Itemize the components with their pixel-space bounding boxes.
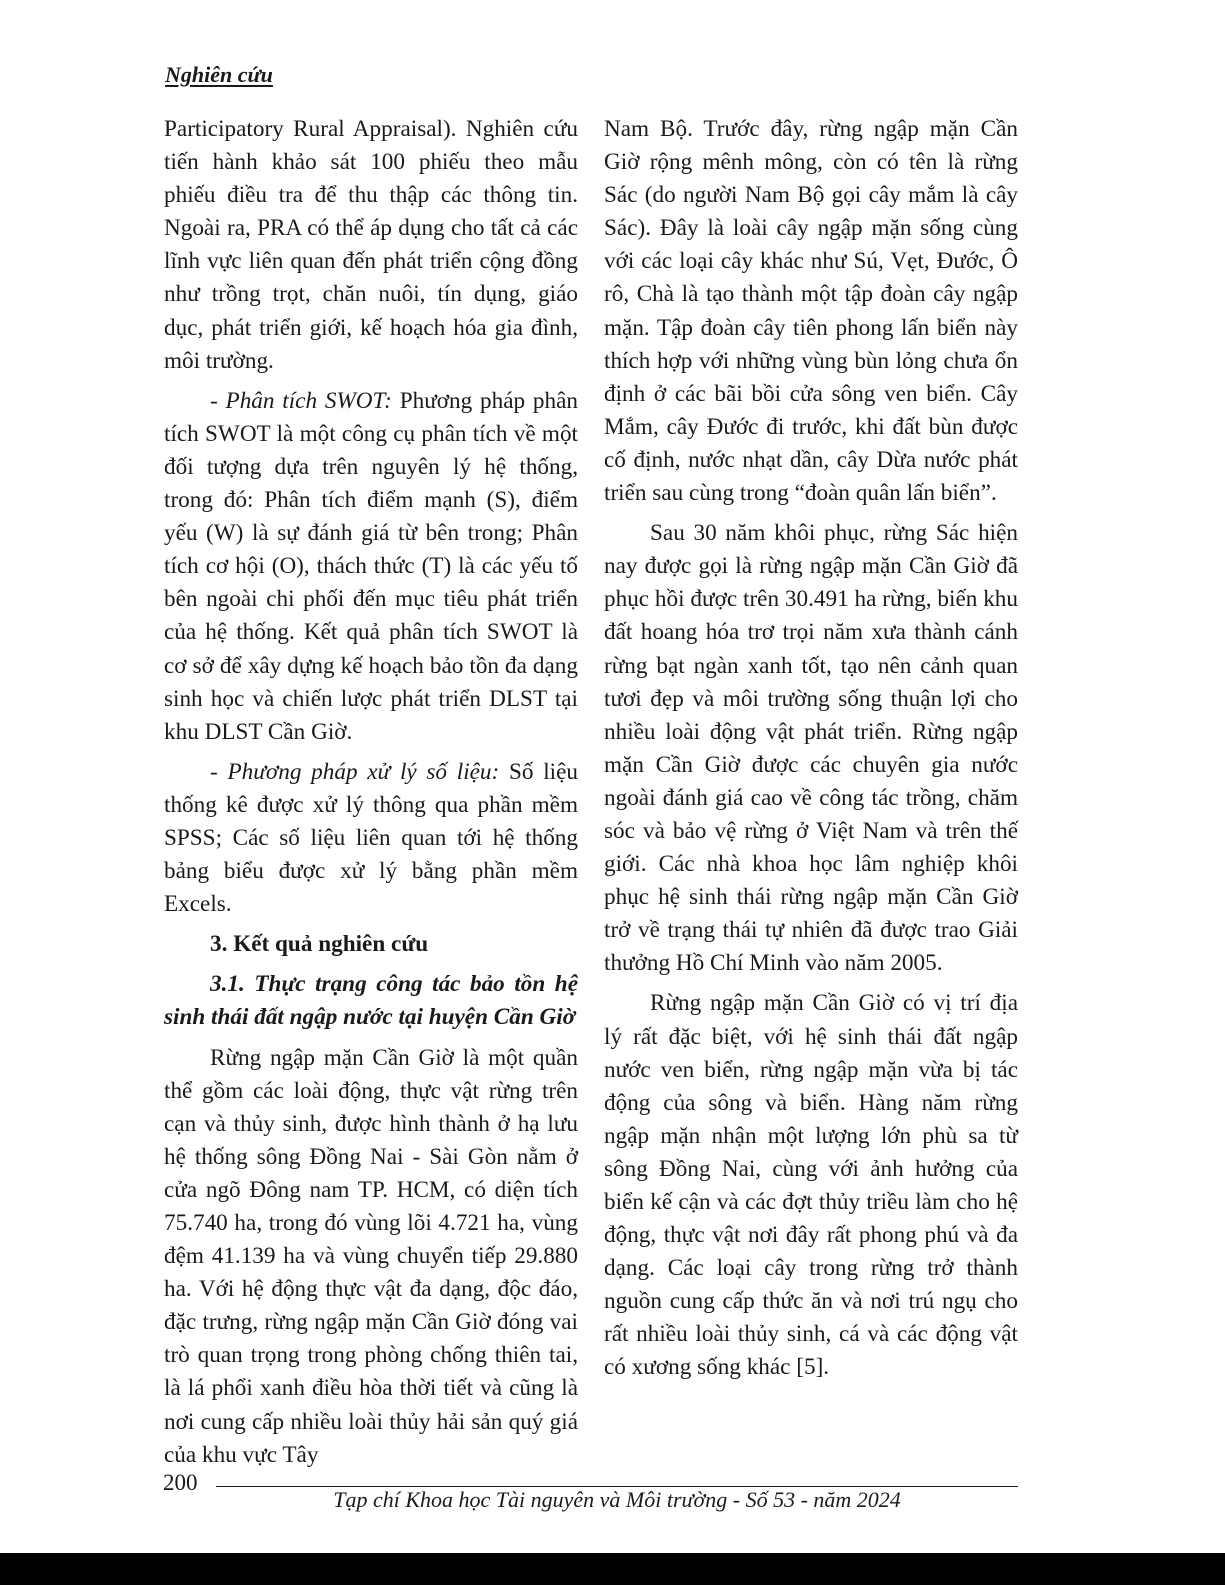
paragraph-rung-sac: Nam Bộ. Trước đây, rừng ngập mặn Cần Giờ rộng mênh mông, còn có tên là rừng Sác (do người Nam Bộ gọi cây mắm là cây Sác). Đây là loài cây ngập mặn sống cùng với các loại cây khác như Sú, Vẹt, Đước, Ô rô, Chà là tạo thành một tập đoàn cây ngập mặn. Tập đoàn cây tiên phong lấn biển này thích hợp với những vùng bùn lỏng chưa ổn định ở các bãi bồi cửa sông ven biển. Cây Mắm, cây Đước đi trước, khi đất bùn được cố định, nước nhạt dần, cây Dừa nước phát triển sau cùng trong “đoàn quân lấn biển”. (604, 116, 1018, 507)
data-processing-body: Số liệu thống kê được xử lý thông qua phần mềm SPSS; Các số liệu liên quan tới hệ thống bảng biểu được xử lý bằng phần mềm Excels. (164, 758, 578, 918)
swot-body: Phương pháp phân tích SWOT là một công cụ phân tích về một đối tượng dựa trên nguyên lý hệ thống, trong đó: Phân tích điểm mạnh (S), điểm yếu (W) là sự đánh giá từ bên trong; Phân tích cơ hội (O), thách thức (T) là các yếu tố bên ngoài chi phối đến mục tiêu phát triển của hệ thống. Kết quả phân tích SWOT là cơ sở để xây dựng kế hoạch bảo tồn đa dạng sinh học và chiến lược phát triển DLST tại khu DLST Cần Giờ. (164, 387, 578, 745)
paragraph-restoration: Sau 30 năm khôi phục, rừng Sác hiện nay được gọi là rừng ngập mặn Cần Giờ đã phục hồi được trên 30.491 ha rừng, biến khu đất hoang hóa trơ trọi năm xưa thành cánh rừng bạt ngàn xanh tốt, tạo nên cảnh quan tươi đẹp và môi trường sống thuận lợi cho nhiều loài động vật phát triển. Rừng ngập mặn Cần Giờ được các chuyên gia nước ngoài đánh giá cao về công tác trồng, chăm sóc và bảo vệ rừng ở Việt Nam và trên thế giới. Các nhà khoa học lâm nghiệp khôi phục hệ sinh thái rừng ngập mặn Cần Giờ trở về trạng thái tự nhiên đã được trao Giải thưởng Hồ Chí Minh vào năm 2005. (604, 520, 1018, 977)
paragraph-swot (164, 385, 578, 749)
paragraph-location: Rừng ngập mặn Cần Giờ có vị trí địa lý rất đặc biệt, với hệ sinh thái đất ngập nước ven biển, rừng ngập mặn vừa bị tác động của sông và biển. Hàng năm rừng ngập mặn nhận một lượng lớn phù sa từ sông Đồng Nai, cùng với ảnh hưởng của biển kế cận và các đợt thủy triều làm cho hệ động, thực vật nơi đây rất phong phú và đa dạng. Các loại cây trong rừng trở thành nguồn cung cấp thức ăn và nơi trú ngụ cho rất nhiều loài thủy sinh, cá và các động vật có xương sống khác [5]. (604, 990, 1018, 1381)
page-number: 200 (163, 1470, 198, 1495)
swot-lead: - Phân tích SWOT: (210, 387, 392, 414)
paragraph-data-processing (164, 756, 578, 921)
data-processing-lead: - Phương pháp xử lý số liệu: (210, 758, 500, 785)
section-label: Nghiên cứu (165, 62, 273, 87)
paragraph-mangrove-intro: Rừng ngập mặn Cần Giờ là một quần thể gồm các loài động, thực vật rừng trên cạn và thủy sinh, được hình thành ở hạ lưu hệ thống sông Đồng Nai - Sài Gòn nằm ở cửa ngõ Đông nam TP. HCM, có diện tích 75.740 ha, trong đó vùng lõi 4.721 ha, vùng đệm 41.139 ha và vùng chuyển tiếp 29.880 ha. Với hệ động thực vật đa dạng, độc đáo, đặc trưng, rừng ngập mặn Cần Giờ đóng vai trò quan trọng trong phòng chống thiên tai, là lá phổi xanh điều hòa thời tiết và cũng là nơi cung cấp nhiều loài thủy hải sản quý giá của khu vực Tây (164, 1044, 578, 1468)
subsection-heading: 3.1. Thực trạng công tác bảo tồn hệ sinh thái đất ngập nước tại huyện Cần Giờ (164, 971, 578, 1031)
bottom-bar (0, 1553, 1225, 1585)
right-column (604, 113, 1018, 1385)
left-column (164, 113, 578, 1472)
journal-title: Tạp chí Khoa học Tài nguyên và Môi trường - Số 53 - năm 2024 (333, 1487, 901, 1512)
section-heading: 3. Kết quả nghiên cứu (210, 931, 429, 958)
paragraph-pra: Participatory Rural Appraisal). Nghiên cứu tiến hành khảo sát 100 phiếu theo mẫu phiếu điều tra để thu thập các thông tin. Ngoài ra, PRA có thể áp dụng cho tất cả các lĩnh vực liên quan đến phát triển cộng đồng như trồng trọt, chăn nuôi, tín dụng, giáo dục, phát triển giới, kế hoạch hóa gia đình, môi trường. (164, 116, 578, 374)
